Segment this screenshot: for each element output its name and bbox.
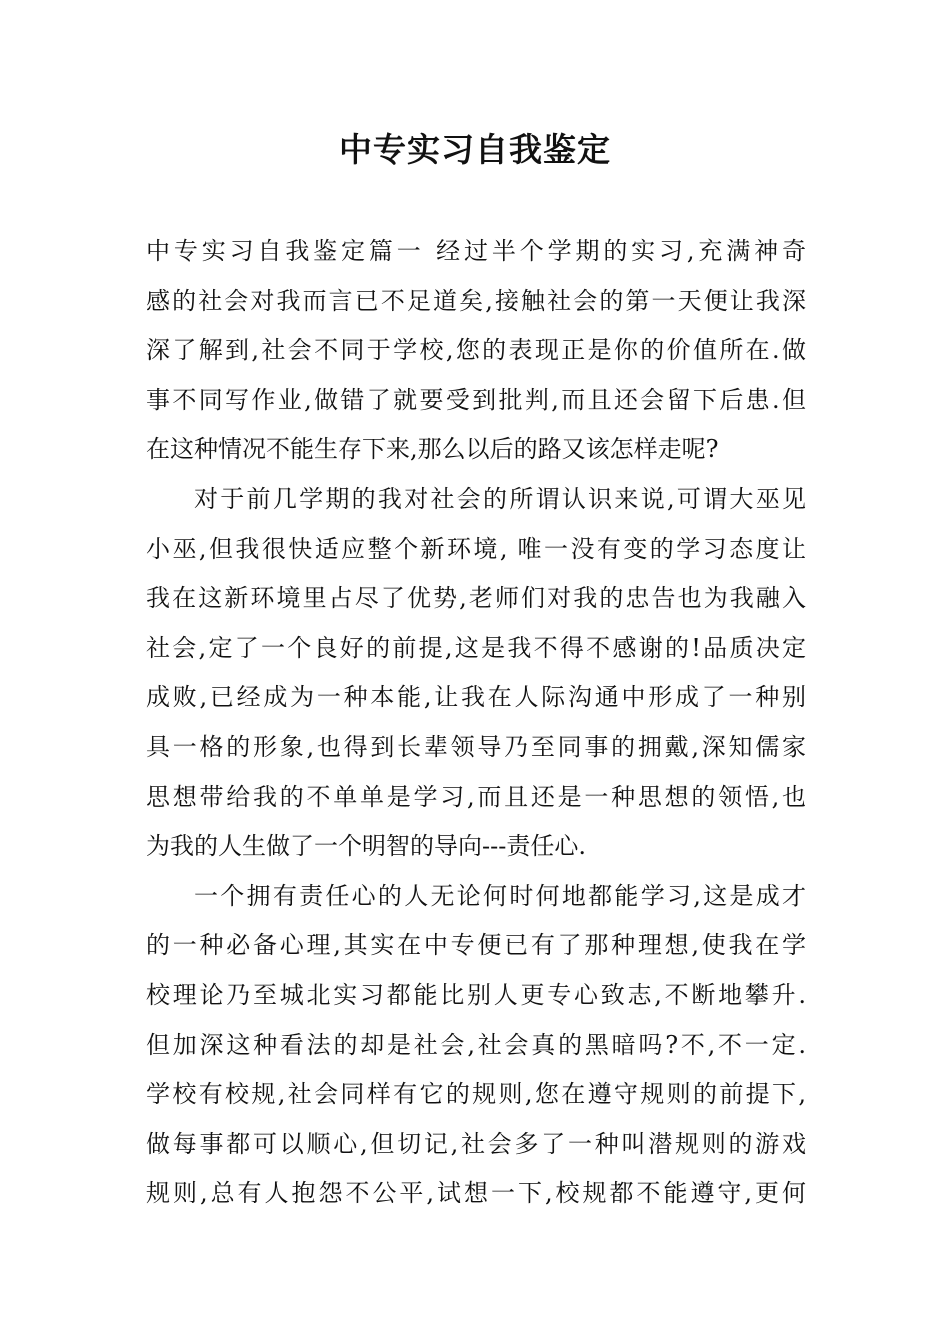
text-line: 但加深这种看法的却是社会,社会真的黑暗吗?不,不一定. xyxy=(146,1030,806,1059)
text-line: 在这种情况不能生存下来,那么以后的路又该怎样走呢? xyxy=(146,435,719,464)
text-line: 规则,总有人抱怨不公平,试想一下,校规都不能遵守,更何 xyxy=(146,1179,806,1208)
text-line: 感的社会对我而言已不足道矣,接触社会的第一天便让我深 xyxy=(146,286,806,315)
text-line: 的一种必备心理,其实在中专便已有了那种理想,使我在学 xyxy=(146,931,806,960)
text-line: 我在这新环境里占尽了优势,老师们对我的忠告也为我融入 xyxy=(146,584,806,613)
text-line: 小巫,但我很快适应整个新环境, 唯一没有变的学习态度让 xyxy=(146,534,806,563)
text-line: 社会,定了一个良好的前提,这是我不得不感谢的!品质决定 xyxy=(146,633,806,662)
document-title: 中专实习自我鉴定 xyxy=(339,130,611,169)
text-line: 深了解到,社会不同于学校,您的表现正是你的价值所在.做 xyxy=(146,336,806,365)
text-line: 中专实习自我鉴定篇一 经过半个学期的实习,充满神奇 xyxy=(146,237,806,265)
text-line: 具一格的形象,也得到长辈领导乃至同事的拥戴,深知儒家 xyxy=(146,732,806,761)
text-line: 为我的人生做了一个明智的导向---责任心. xyxy=(146,832,586,861)
text-line: 一个拥有责任心的人无论何时何地都能学习,这是成才 xyxy=(194,881,806,910)
text-line: 校理论乃至城北实习都能比别人更专心致志,不断地攀升. xyxy=(146,980,806,1009)
document-body xyxy=(146,227,806,1219)
text-line: 思想带给我的不单单是学习,而且还是一种思想的领悟,也 xyxy=(146,782,806,811)
text-line: 对于前几学期的我对社会的所谓认识来说,可谓大巫见 xyxy=(194,484,806,513)
text-line: 学校有校规,社会同样有它的规则,您在遵守规则的前提下, xyxy=(146,1080,806,1109)
text-line: 做每事都可以顺心,但切记,社会多了一种叫潜规则的游戏 xyxy=(146,1129,806,1158)
text-line: 成败,已经成为一种本能,让我在人际沟通中形成了一种别 xyxy=(146,683,806,712)
text-line: 事不同写作业,做错了就要受到批判,而且还会留下后患.但 xyxy=(146,385,806,414)
